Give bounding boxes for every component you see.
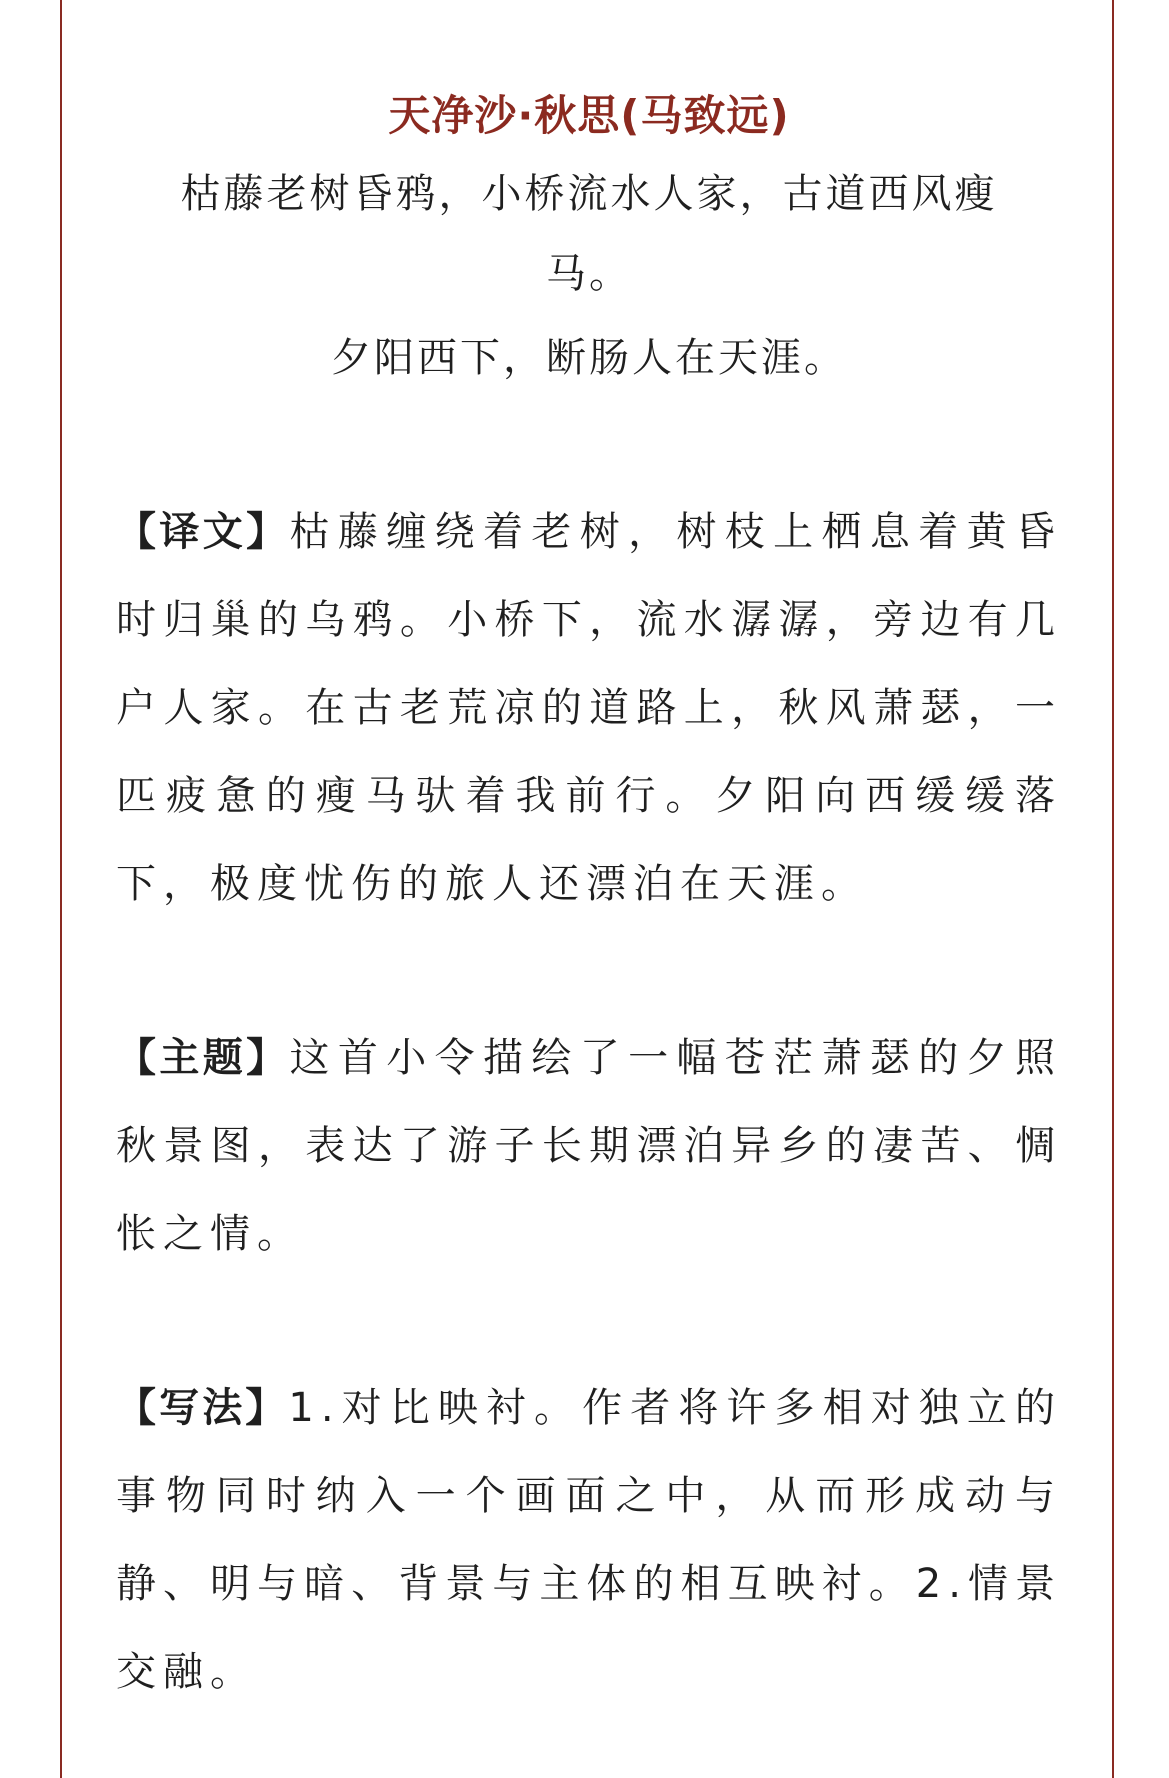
- right-border-rule: [1112, 0, 1114, 1778]
- technique-paragraph: [116, 1364, 1062, 1716]
- theme-tag: 【主题】: [116, 1035, 290, 1081]
- technique-tag: 【写法】: [116, 1385, 289, 1431]
- poem-line-1: 枯藤老树昏鸦，小桥流水人家，古道西风瘦: [180, 171, 998, 217]
- poem-line-2: 夕阳西下，断肠人在天涯。: [331, 335, 847, 381]
- poem-line-1-wrap: 马。: [546, 251, 632, 297]
- translation-text: 枯藤缠绕着老树，树枝上栖息着黄昏时归巢的乌鸦。小桥下，流水潺潺，旁边有几户人家。在古老荒凉的道路上，秋风萧瑟，一匹疲惫的瘦马驮着我前行。夕阳向西缓缓落下，极度忧伤的旅人还漂泊在天涯。: [116, 509, 1063, 907]
- poem-title: 天净沙·秋思(马致远): [388, 91, 790, 140]
- theme-paragraph: [116, 1014, 1062, 1278]
- translation-paragraph: [116, 488, 1062, 928]
- technique-text: 1.对比映衬。作者将许多相对独立的事物同时纳入一个画面之中，从而形成动与静、明与暗、背景与主体的相互映衬。2.情景交融。: [116, 1385, 1062, 1695]
- translation-tag: 【译文】: [116, 509, 290, 555]
- article-body: [116, 88, 1062, 1716]
- poem-text: [116, 154, 1062, 402]
- left-border-rule: [60, 0, 62, 1778]
- theme-text: 这首小令描绘了一幅苍茫萧瑟的夕照秋景图，表达了游子长期漂泊异乡的凄苦、惆怅之情。: [116, 1035, 1063, 1257]
